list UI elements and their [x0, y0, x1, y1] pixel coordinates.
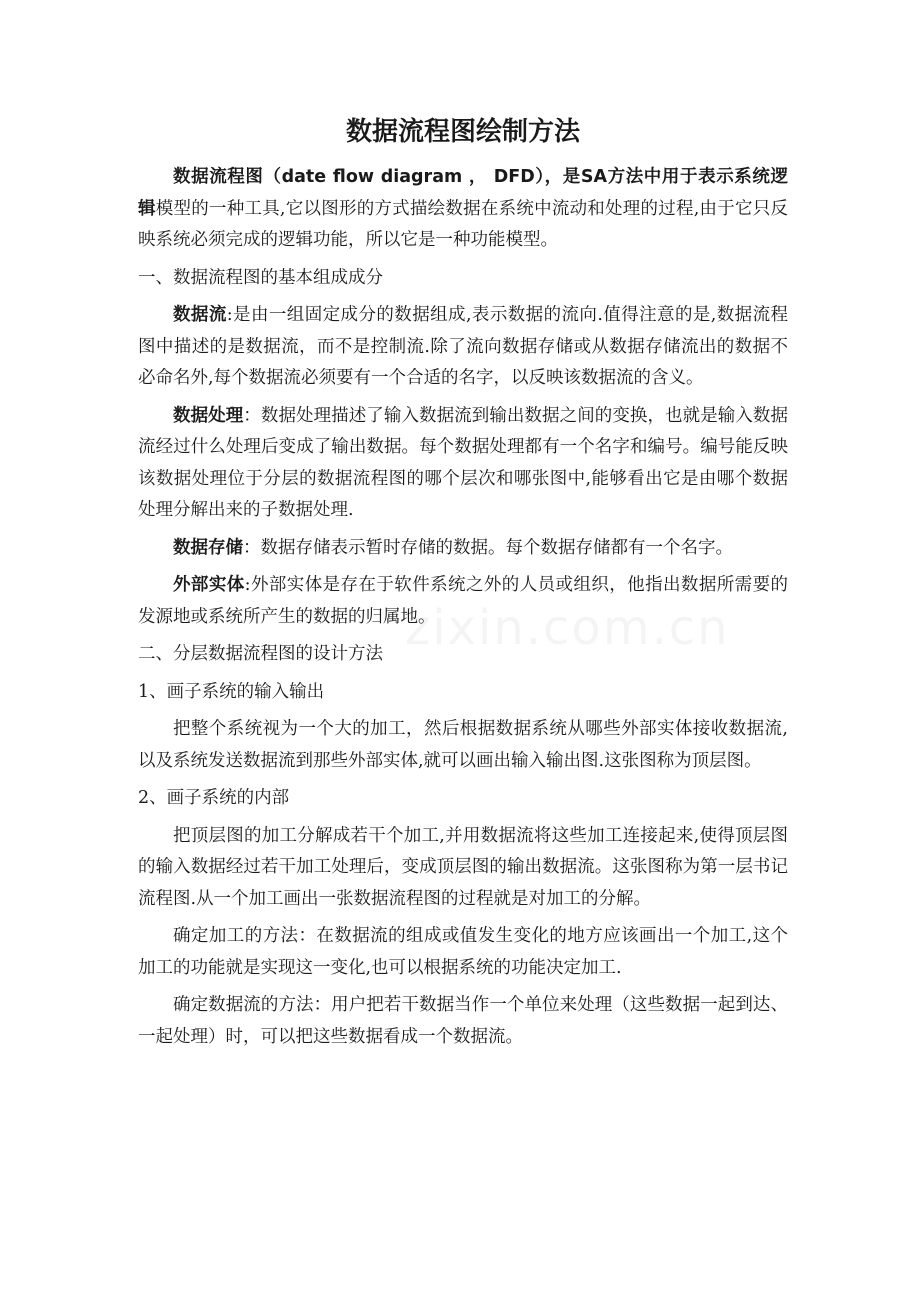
step-heading-1: 1、画子系统的输入输出 — [138, 681, 325, 702]
method-dataflow-paragraph: 确定数据流的方法：用户把若干数据当作一个单位来处理（这些数据一起到达、一起处理）时，可以把这些数据看成一个数据流。 — [138, 995, 788, 1047]
item-term: 外部实体 — [173, 575, 245, 595]
item-data-flow — [138, 300, 788, 395]
item-text: ：数据处理描述了输入数据流到输出数据之间的变换，也就是输入数据流经过什么处理后变成了输出数据。每个数据处理都有一个名字和编号。编号能反映该数据处理位于分层的数据流程图的哪个层次和哪张图中,能够看出它是由哪个数据处理分解出来的子数据处理. — [138, 405, 789, 520]
intro-paragraph — [138, 162, 788, 257]
item-data-processing — [138, 401, 788, 527]
page-title: 数据流程图绘制方法 — [345, 117, 580, 147]
intro-rest: 模型的一种工具,它以图形的方式描绘数据在系统中流动和处理的过程,由于它只反映系统必须完成的逻辑功能，所以它是一种功能模型。 — [138, 198, 789, 250]
intro-lead: 数据流程图（date flow diagram ， DFD），是SA方法中用于表示系统逻辑 — [138, 167, 788, 219]
section-heading-1: 一、数据流程图的基本组成成分 — [138, 267, 383, 288]
item-term: 数据流 — [173, 305, 227, 325]
item-term: 数据处理 — [173, 405, 244, 426]
item-text: :是由一组固定成分的数据组成,表示数据的流向.值得注意的是,数据流程图中描述的是数据流，而不是控制流.除了流向数据存储或从数据存储流出的数据不必命名外,每个数据流必须要有一个合适的名字，以反映该数据流的含义。 — [138, 305, 788, 388]
item-text: :外部实体是存在于软件系统之外的人员或组织，他指出数据所需要的发源地或系统所产生的数据的归属地。 — [138, 575, 789, 627]
method-processing-paragraph: 确定加工的方法：在数据流的组成或值发生变化的地方应该画出一个加工,这个加工的功能就是实现这一变化,也可以根据系统的功能决定加工. — [138, 926, 788, 978]
step-heading-2: 2、画子系统的内部 — [138, 788, 290, 808]
step-2-paragraph: 把顶层图的加工分解成若干个加工,并用数据流将这些加工连接起来,使得顶层图的输入数据经过若干加工处理后，变成顶层图的输出数据流。这张图称为第一层书记流程图.从一个加工画出一张数据流程图的过程就是对加工的分解。 — [138, 825, 788, 909]
item-data-store — [138, 533, 788, 565]
item-text: ：数据存储表示暂时存储的数据。每个数据存储都有一个名字。 — [243, 537, 733, 558]
item-external-entity — [138, 570, 788, 633]
item-term: 数据存储 — [173, 537, 243, 558]
section-heading-2: 二、分层数据流程图的设计方法 — [138, 644, 383, 664]
document-page — [138, 112, 788, 1059]
step-1-paragraph: 把整个系统视为一个大的加工，然后根据数据系统从哪些外部实体接收数据流,以及系统发送数据流到那些外部实体,就可以画出输入输出图.这张图称为顶层图。 — [138, 719, 788, 771]
